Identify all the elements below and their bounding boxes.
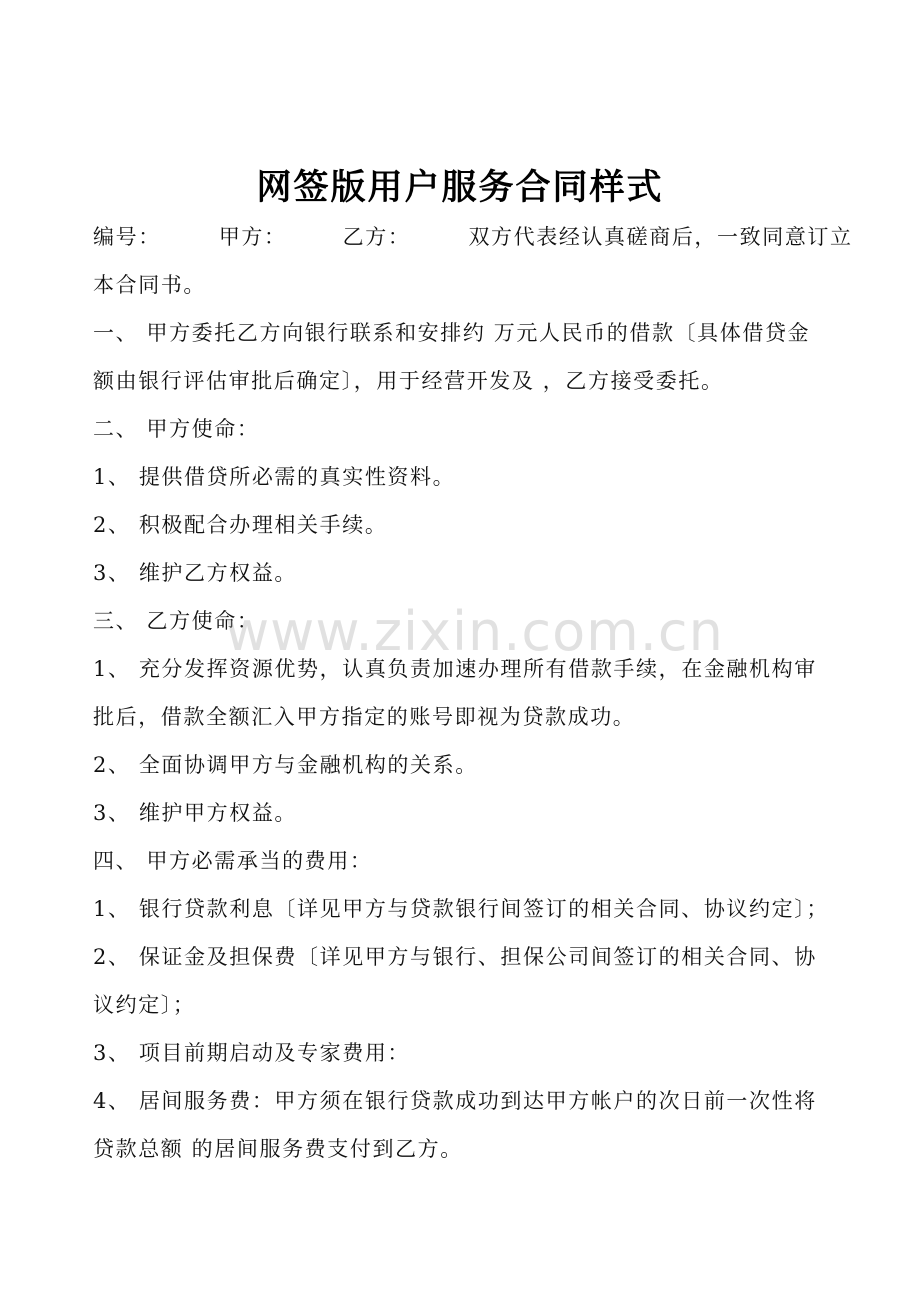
- clause-line: 3、 项目前期启动及专家费用：: [93, 1041, 411, 1065]
- intro-line-2: 本合同书。: [93, 273, 206, 297]
- clause-line: 2、 全面协调甲方与金融机构的关系。: [93, 753, 478, 777]
- clause-line: 3、 维护甲方权益。: [93, 801, 298, 825]
- clause-line: 批后，借款全额汇入甲方指定的账号即视为贷款成功。: [93, 705, 636, 729]
- section-heading: 三、 乙方使命：: [93, 609, 260, 633]
- clause-line: 贷款总额 的居间服务费支付到乙方。: [93, 1137, 463, 1161]
- number-label: 编号：: [93, 225, 161, 249]
- party-b-label: 乙方：: [342, 225, 411, 249]
- clause-line: 一、 甲方委托乙方向银行联系和安排约 万元人民币的借款〔具体借贷金: [93, 321, 811, 345]
- clause-line: 额由银行评估审批后确定〕，用于经营开发及 ，乙方接受委托。: [93, 369, 724, 393]
- intro-text: 双方代表经认真磋商后，一致同意订立: [468, 225, 853, 249]
- intro-line: [93, 222, 853, 252]
- watermark: www.zixin.com.cn: [225, 600, 724, 663]
- clause-line: 3、 维护乙方权益。: [93, 561, 298, 585]
- clause-line: 2、 保证金及担保费〔详见甲方与银行、担保公司间签订的相关合同、协: [93, 945, 817, 969]
- document-title: 网签版用户服务合同样式: [256, 168, 664, 208]
- clause-line: 1、 银行贷款利息〔详见甲方与贷款银行间签订的相关合同、协议约定〕；: [93, 897, 829, 921]
- clause-line: 2、 积极配合办理相关手续。: [93, 513, 388, 537]
- clause-line: 议约定〕；: [93, 993, 196, 1017]
- clause-line: 1、 充分发挥资源优势，认真负责加速办理所有借款手续，在金融机构审: [93, 657, 817, 681]
- party-a-label: 甲方：: [218, 225, 287, 249]
- section-heading: 二、 甲方使命：: [93, 417, 260, 441]
- clause-line: 4、 居间服务费：甲方须在银行贷款成功到达甲方帐户的次日前一次性将: [93, 1089, 817, 1113]
- section-heading: 四、 甲方必需承当的费用：: [93, 849, 373, 873]
- clause-line: 1、 提供借贷所必需的真实性资料。: [93, 465, 456, 489]
